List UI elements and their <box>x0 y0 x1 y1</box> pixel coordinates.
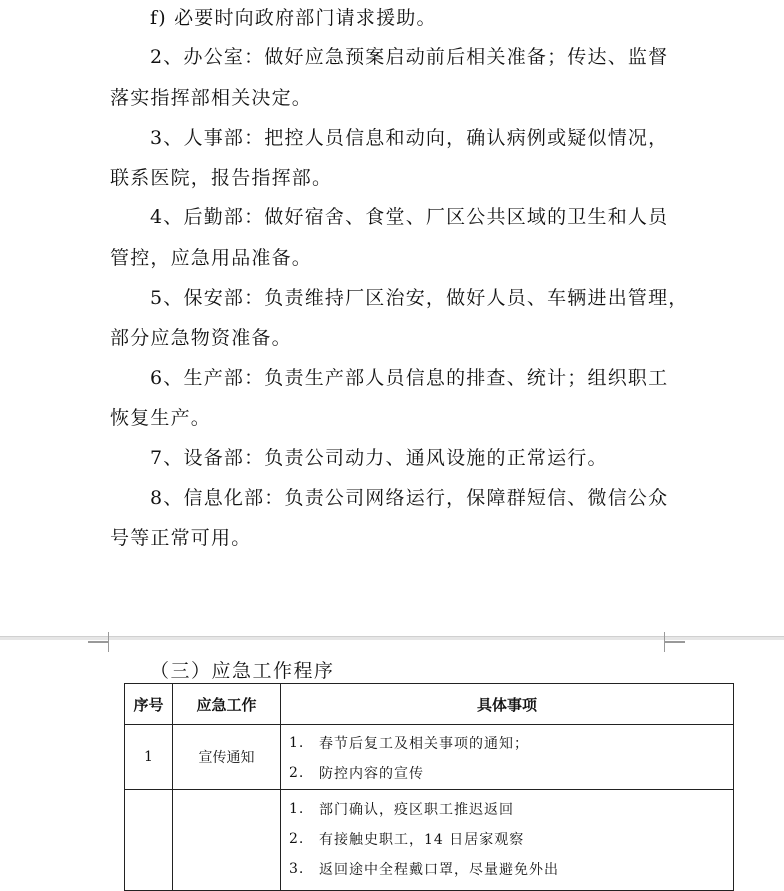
item-text: 春节后复工及相关事项的通知； <box>319 736 529 752</box>
header-no: 序号 <box>125 684 173 725</box>
header-details: 具体事项 <box>281 684 734 725</box>
list-item <box>281 758 733 788</box>
paragraph-line: 恢复生产。 <box>110 407 212 429</box>
item-number: 2. <box>289 831 305 847</box>
row-work <box>173 790 281 891</box>
header-work: 应急工作 <box>173 684 281 725</box>
item-number: 1. <box>289 735 305 751</box>
paragraph-line: 落实指挥部相关决定。 <box>110 87 313 109</box>
paragraph-line: f) 必要时向政府部门请求援助。 <box>150 7 437 29</box>
paragraph-line: 2、办公室：做好应急预案启动前后相关准备；传达、监督 <box>150 46 669 68</box>
item-number: 1. <box>289 801 305 817</box>
item-text: 防控内容的宣传 <box>319 766 424 782</box>
item-text: 返回途中全程戴口罩，尽量避免外出 <box>319 862 559 878</box>
table-row <box>125 725 734 790</box>
table-header-row <box>125 684 734 725</box>
paragraph-line: 4、后勤部：做好宿舍、食堂、厂区公共区域的卫生和人员 <box>150 206 669 228</box>
item-text: 部门确认，疫区职工推迟返回 <box>319 802 514 818</box>
paragraph-line: 3、人事部：把控人员信息和动向，确认病例或疑似情况， <box>150 127 669 149</box>
paragraph-line: 联系医院，报告指挥部。 <box>110 167 333 189</box>
paragraph-line: 部分应急物资准备。 <box>110 327 292 349</box>
row-no: 1 <box>125 725 173 790</box>
item-number: 3. <box>289 861 305 877</box>
paragraph-line: 管控，应急用品准备。 <box>110 247 313 269</box>
item-number: 2. <box>289 765 305 781</box>
list-item <box>281 854 733 884</box>
procedure-table <box>124 683 734 891</box>
row-details <box>281 790 734 891</box>
paragraph-line: 8、信息化部：负责公司网络运行，保障群短信、微信公众 <box>150 487 669 509</box>
paragraph-line: 号等正常可用。 <box>110 527 252 549</box>
paragraph-line: 6、生产部：负责生产部人员信息的排查、统计；组织职工 <box>150 367 669 389</box>
paragraph-line: 7、设备部：负责公司动力、通风设施的正常运行。 <box>150 447 608 469</box>
list-item <box>281 794 733 824</box>
section-heading: （三）应急工作程序 <box>150 660 335 682</box>
table-row <box>125 790 734 891</box>
margin-corner-mark <box>88 641 109 652</box>
list-item <box>281 824 733 854</box>
list-item <box>281 728 733 758</box>
paragraph-line: 5、保安部：负责维持厂区治安，做好人员、车辆进出管理， <box>150 287 689 309</box>
row-work: 宣传通知 <box>173 725 281 790</box>
margin-corner-mark <box>664 641 685 652</box>
item-text: 有接触史职工，14 日居家观察 <box>319 832 525 848</box>
row-no <box>125 790 173 891</box>
row-details <box>281 725 734 790</box>
